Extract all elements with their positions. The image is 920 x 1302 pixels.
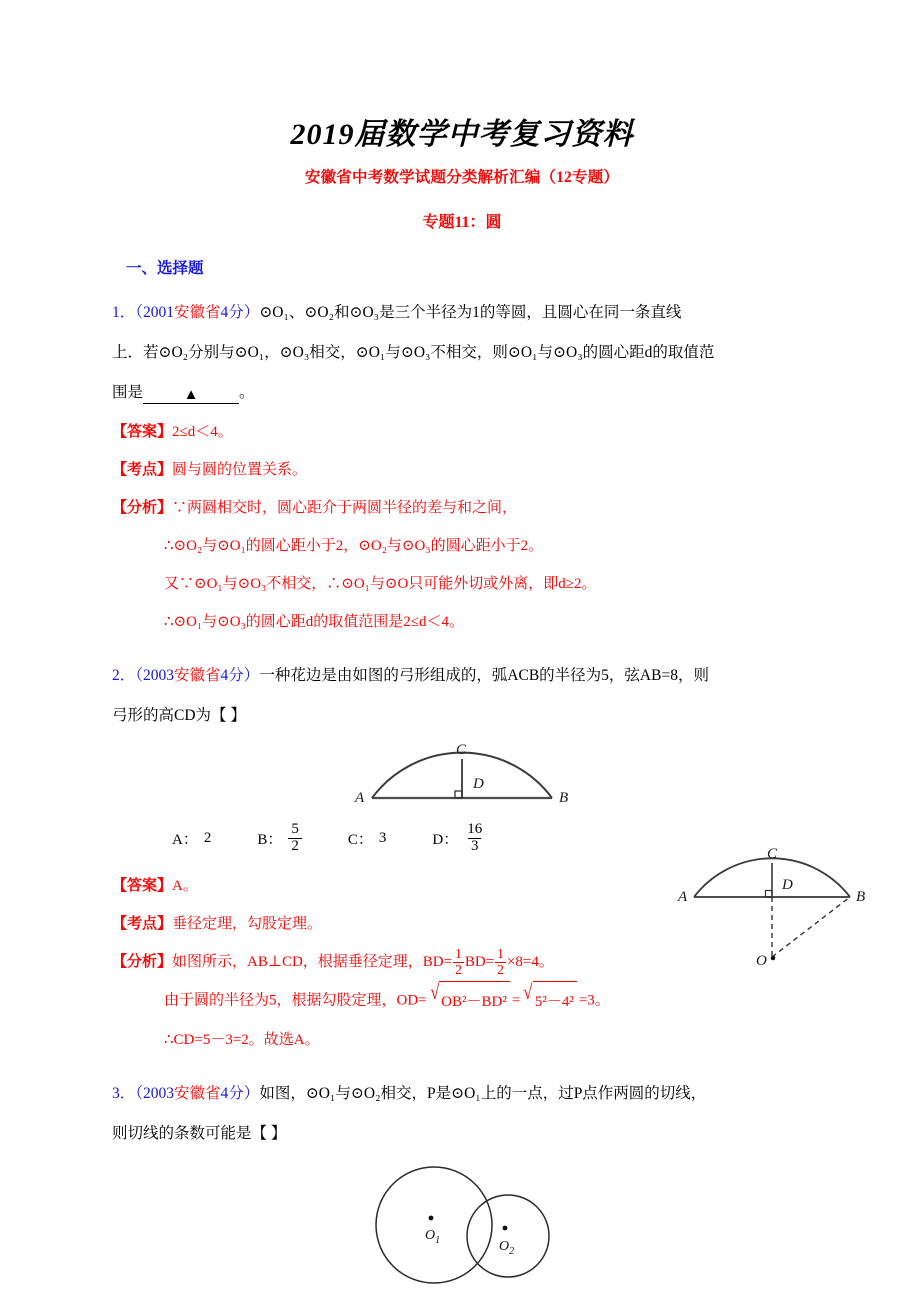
question-3-body-prefix: 则切线的条数可能是 [112, 1124, 252, 1142]
question-1-source-province: 安徽省 [174, 304, 221, 321]
question-1-answer [112, 413, 812, 451]
question-1-analysis-line-2: ∴⊙O₂与⊙O₁的圆心距小于2，⊙O₂与⊙O₃的圆心距小于2。 [164, 538, 544, 554]
analysis-text-a: 如图所示，AB⊥CD，根据垂径定理，BD= [172, 953, 453, 970]
radicand-1: OB²－BD² [439, 981, 510, 1021]
option-d-fraction [464, 822, 485, 855]
question-1-blank-suffix: 。 [239, 384, 255, 401]
answer-value: A。 [172, 877, 198, 894]
question-2-choice-brackets[interactable]: 【 】 [211, 707, 246, 724]
question-3-source [135, 1085, 259, 1102]
arc-center-diagram-svg [672, 845, 897, 980]
center-point-o [771, 956, 776, 961]
question-1-statement [112, 293, 812, 333]
question-3-source-province: 安徽省 [174, 1084, 221, 1102]
analysis-tag: 【分析】 [112, 500, 173, 516]
option-a-value: 2 [203, 829, 212, 846]
question-1-source-score: 4分） [220, 304, 260, 321]
analysis-line-2-text: 由于圆的半径为5，根据勾股定理，OD= [164, 991, 427, 1008]
analysis-fraction-1-num: 1 [455, 946, 462, 962]
analysis-text-b: BD= [464, 953, 495, 970]
analysis-text-c: ×8=4。 [506, 953, 554, 970]
analysis-line-2-tail: =3。 [578, 991, 610, 1008]
option-c-value: 3 [378, 829, 387, 846]
topic-title: 专题11：圆 [422, 214, 502, 231]
question-1-blank-prefix: 围是 [112, 384, 144, 401]
label-o2: $O_2$ [499, 1238, 515, 1257]
circles-diagram-svg [347, 1160, 577, 1295]
question-3-choice-brackets[interactable]: 【 】 [251, 1124, 287, 1142]
question-3-number: 3． [112, 1084, 136, 1102]
figure-arc-acb [112, 740, 812, 812]
analysis-fraction-2 [495, 947, 506, 976]
sqrt-expression-1 [429, 981, 510, 1021]
question-1 [112, 293, 812, 641]
label-o1: $O_1$ [425, 1227, 441, 1246]
analysis-line-2-equals: = [511, 991, 521, 1008]
option-b-numerator: 5 [291, 821, 299, 837]
question-2-analysis-line-2 [112, 981, 812, 1021]
question-1-keypoint [112, 451, 812, 489]
question-2-source [135, 667, 259, 684]
question-2-body-prefix: 弓形的高CD为 [112, 707, 212, 724]
option-a[interactable] [172, 828, 211, 849]
option-b-denominator: 2 [288, 838, 302, 855]
question-2-body-line-2 [112, 696, 812, 736]
analysis-fraction-2-num: 1 [497, 946, 504, 962]
question-2-analysis-line-3: ∴CD=5－3=2。故选A。 [164, 1031, 320, 1048]
option-c[interactable] [348, 828, 387, 849]
question-2-body-line-1: 一种花边是由如图的弓形组成的，弧ACB的半径为5，弦AB=8，则 [259, 667, 709, 684]
analysis-tag: 【分析】 [112, 953, 173, 970]
analysis-fraction-2-den: 2 [497, 961, 504, 977]
answer-value: 2≤d＜4。 [172, 424, 233, 440]
question-3-body-line-1: 如图，⊙O₁与⊙O₂相交，P是⊙O₁上的一点，过P点作两圆的切线， [259, 1084, 707, 1102]
question-1-analysis-line-4: ∴⊙O₁与⊙O₃的圆心距d的取值范围是2≤d＜4。 [164, 614, 465, 630]
circle-o1 [376, 1167, 492, 1283]
answer-tag: 【答案】 [112, 877, 173, 894]
sqrt-expression-2 [522, 981, 577, 1021]
option-d-denominator: 3 [468, 838, 482, 855]
question-1-body-line-3 [112, 373, 812, 413]
figure-arc-with-center [672, 845, 897, 980]
question-1-source [135, 304, 259, 321]
radical-sign-icon: √ [523, 979, 533, 1004]
question-1-number: 1． [112, 304, 136, 321]
option-b-label: B： [257, 831, 283, 848]
figure-two-circles [112, 1160, 812, 1295]
arc-diagram-svg [347, 740, 577, 812]
option-a-label: A： [172, 831, 198, 848]
option-c-label: C： [347, 831, 373, 848]
keypoint-value: 圆与圆的位置关系。 [172, 462, 308, 478]
label-c: C [767, 846, 778, 862]
question-3 [112, 1074, 812, 1295]
center-point-o1 [429, 1215, 434, 1220]
question-1-answer-blank[interactable]: ▲ [143, 388, 239, 404]
label-a: A [678, 889, 688, 905]
question-2-source-province: 安徽省 [174, 667, 221, 684]
page-content [112, 0, 812, 1295]
question-3-body-line-2 [112, 1114, 812, 1154]
question-1-analysis-line-3: 又∵⊙O₁与⊙O₃不相交，∴⊙O₁与⊙O只可能外切或外离，即d≥2。 [164, 576, 597, 592]
label-c: C [456, 742, 467, 758]
label-b: B [559, 790, 569, 806]
answer-tag: 【答案】 [112, 424, 173, 440]
radical-sign-icon: √ [429, 979, 440, 1004]
analysis-fraction-1-den: 2 [455, 961, 462, 977]
label-b: B [856, 889, 866, 905]
circle-o2 [467, 1195, 549, 1277]
label-o: O [756, 953, 767, 969]
document-title: 2019届数学中考复习资料 [290, 118, 634, 151]
keypoint-tag: 【考点】 [112, 462, 173, 478]
question-2-source-open: （2003 [135, 667, 175, 684]
question-3-statement [112, 1074, 812, 1114]
analysis-text-1: ∵两圆相交时，圆心距介于两圆半径的差与和之间， [172, 500, 518, 516]
dashed-ob [772, 897, 850, 957]
label-d: D [782, 877, 793, 893]
question-1-analysis-line-1 [112, 489, 812, 527]
section-heading: 一、选择题 [126, 260, 204, 277]
keypoint-tag: 【考点】 [112, 915, 173, 932]
question-3-source-score: 4分） [220, 1084, 260, 1102]
question-2-statement [112, 656, 812, 696]
question-1-body-line-1: ⊙O₁、⊙O₂和⊙O₃是三个半径为1的等圆，且圆心在同一条直线 [259, 304, 682, 321]
question-3-source-open: （2003 [135, 1084, 175, 1102]
question-1-body-line-2: 上．若⊙O₂分别与⊙O₁，⊙O₃相交，⊙O₁与⊙O₃不相交，则⊙O₁与⊙O₃的圆心距d的取值范 [112, 344, 715, 361]
label-d: D [473, 776, 484, 792]
option-b-fraction [288, 822, 302, 855]
center-point-o2 [503, 1225, 508, 1230]
analysis-fraction-1 [453, 947, 464, 976]
keypoint-value: 垂径定理，勾股定理。 [172, 915, 323, 932]
option-d-numerator: 16 [467, 821, 483, 837]
question-1-source-open: （2001 [135, 304, 175, 321]
document-subtitle: 安徽省中考数学试题分类解析汇编（12专题） [304, 169, 620, 186]
option-d-label: D： [432, 831, 459, 848]
question-2-source-score: 4分） [220, 667, 260, 684]
radicand-2: 5²－4² [533, 981, 577, 1021]
option-b[interactable] [257, 822, 302, 855]
label-a: A [355, 790, 365, 806]
option-d[interactable] [432, 822, 485, 855]
question-2-number: 2． [112, 667, 136, 684]
